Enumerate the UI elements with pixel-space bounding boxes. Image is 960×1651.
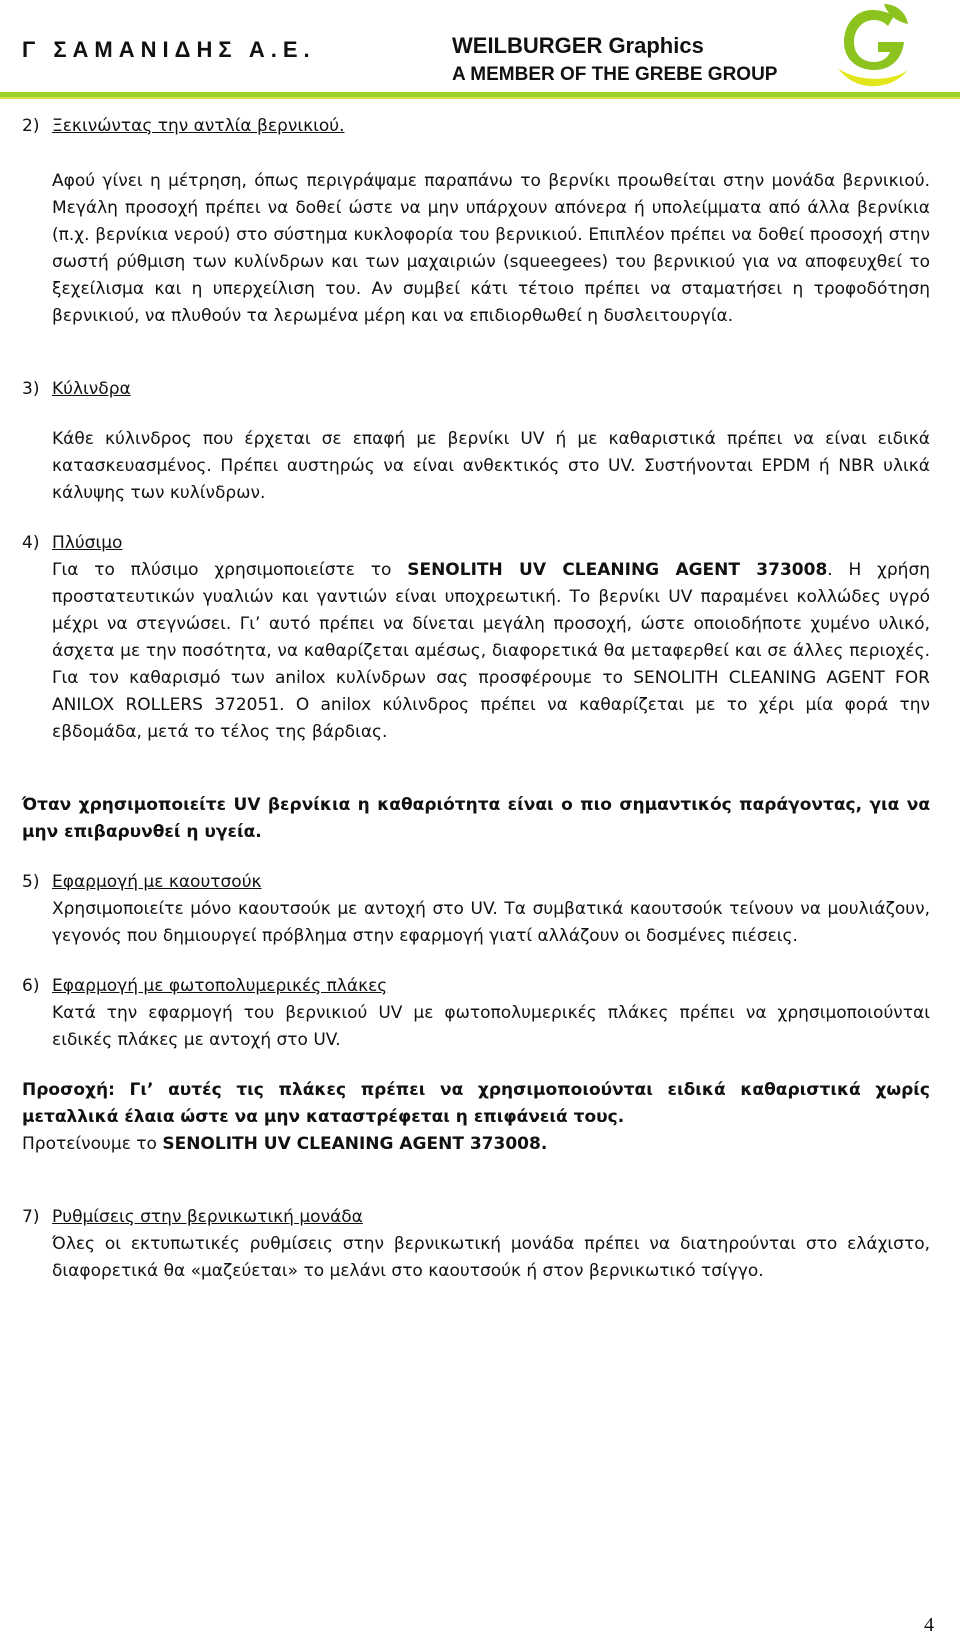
health-notice: Όταν χρησιμοποιείτε UV βερνίκια η καθαριότητα είναι ο πιο σημαντικός παράγοντας, για να μην επιβαρυνθεί η υγεία.	[22, 795, 930, 842]
section-5-heading	[22, 869, 930, 896]
section-number: 4)	[22, 533, 40, 553]
section-3-body: Κάθε κύλινδρος που έρχεται σε επαφή με βερνίκι UV ή με καθαριστικά πρέπει να είναι ειδικά κατασκευασμένος. Πρέπει αυστηρώς να είναι ανθεκτικός στο UV. Συστήνονται EPDM ή NBR υλικά κάλυψης των κυλίνδρων.	[52, 429, 930, 503]
brand-title: WEILBURGER Graphics	[452, 33, 704, 58]
section-number: 7)	[22, 1207, 40, 1227]
section-6-heading	[22, 973, 930, 1000]
section-number: 3)	[22, 379, 40, 399]
section-4-heading	[22, 530, 930, 557]
section-7-body: Όλες οι εκτυπωτικές ρυθμίσεις στην βερνικωτική μονάδα πρέπει να διατηρούνται στο ελάχιστο, διαφορετικά θα «μαζεύεται» το μελάνι στο καουτσούκ ή στον βερνικωτικό τσίγγο.	[52, 1234, 930, 1281]
page-header	[0, 0, 960, 105]
brand-subtitle: A MEMBER OF THE GREBE GROUP	[452, 64, 778, 85]
section-title: Πλύσιμο	[52, 533, 123, 553]
section-number: 2)	[22, 116, 40, 136]
product-name: SENOLITH UV CLEANING AGENT 373008	[407, 560, 828, 580]
section-5-body: Χρησιμοποιείτε μόνο καουτσούκ με αντοχή στο UV. Τα συμβατικά καουτσούκ τείνουν να μουλιάζουν, γεγονός που δημιουργεί πρόβλημα στην εφαρμογή γιατί αλλάζουν οι δοσμένες πιέσεις.	[52, 899, 930, 946]
section-title: Ρυθμίσεις στην βερνικωτική μονάδα	[52, 1207, 363, 1227]
product-name: SENOLITH UV CLEANING AGENT 373008.	[162, 1134, 548, 1154]
section-title: Εφαρμογή με καουτσούκ	[52, 872, 262, 892]
section-title: Κύλινδρα	[52, 379, 131, 399]
section-3-heading	[22, 376, 930, 403]
section-2-body: Αφού γίνει η μέτρηση, όπως περιγράψαμε παραπάνω το βερνίκι προωθείται στην μονάδα βερνικιού. Μεγάλη προσοχή πρέπει να δοθεί ώστε να μην υπάρχουν απόνερα ή υπολείμματα από άλλα βερνίκια (π.χ. βερνίκια νερού) στο σύστημα κυκλοφορία του βερνικιού. Επιπλέον πρέπει να δοθεί προσοχή στην σωστή ρύθμιση των κυλίνδρων και των μαχαιριών (squeegees) του βερνικιού για να αποφευχθεί το ξεχείλισμα και η υπερχείλιση του. Αν συμβεί κάτι τέτοιο πρέπει να σταματήσει η τροφοδότηση βερνικιού, να πλυθούν τα λερωμένα μέρη και να επιδιορθωθεί η δυσλειτουργία.	[52, 171, 930, 326]
header-rule-accent	[0, 97, 960, 99]
section-title: Εφαρμογή με φωτοπολυμερικές πλάκες	[52, 976, 388, 996]
company-name: Γ ΣΑΜΑΝΙΔΗΣ Α.Ε.	[22, 37, 316, 62]
logo-yellow-crescent	[838, 68, 908, 86]
section-6-body: Κατά την εφαρμογή του βερνικιού UV με φωτοπολυμερικές πλάκες πρέπει να χρησιμοποιούνται ειδικές πλάκες με αντοχή στο UV.	[52, 1003, 930, 1050]
section-7-heading	[22, 1204, 930, 1231]
section-number: 6)	[22, 976, 40, 996]
suggestion-line: Προτείνουμε το SENOLITH UV CLEANING AGENT 373008.	[22, 1134, 548, 1154]
section-title: Ξεκινώντας την αντλία βερνικιού.	[52, 116, 345, 136]
page-number: 4	[924, 1614, 934, 1636]
grebe-g-logo-icon	[828, 2, 918, 90]
section-number: 5)	[22, 872, 40, 892]
logo-green-g	[844, 10, 904, 70]
document-body	[22, 113, 930, 1285]
section-2-heading	[22, 113, 930, 140]
section-4-body: Για το πλύσιμο χρησιμοποιείστε το SENOLITH UV CLEANING AGENT 373008. Η χρήση προστατευτικών γυαλιών και γαντιών είναι υποχρεωτική. Το βερνίκι UV παραμένει κολλώδες υγρό μέχρι να στεγνώσει. Γι’ αυτό πρέπει να δίνεται μεγάλη προσοχή, ώστε οποιοδήποτε χυμένο υλικό, άσχετα με την ποσότητα, να καθαρίζεται αμέσως, διαφορετικά θα μεταφερθεί και σε άλλες περιοχές. Για τον καθαρισμό των anilox κυλίνδρων σας προσφέρουμε το SENOLITH CLEANING AGENT FOR ANILOX ROLLERS 372051. Ο anilox κύλινδρος πρέπει να καθαρίζεται με το χέρι μία φορά την εβδομάδα, μετά το τέλος της βάρδιας.	[52, 560, 930, 742]
caution-note: Προσοχή: Γι’ αυτές τις πλάκες πρέπει να χρησιμοποιούνται ειδικά καθαριστικά χωρίς μεταλλικά έλαια ώστε να μην καταστρέφεται η επιφάνειά τους.	[22, 1080, 930, 1127]
